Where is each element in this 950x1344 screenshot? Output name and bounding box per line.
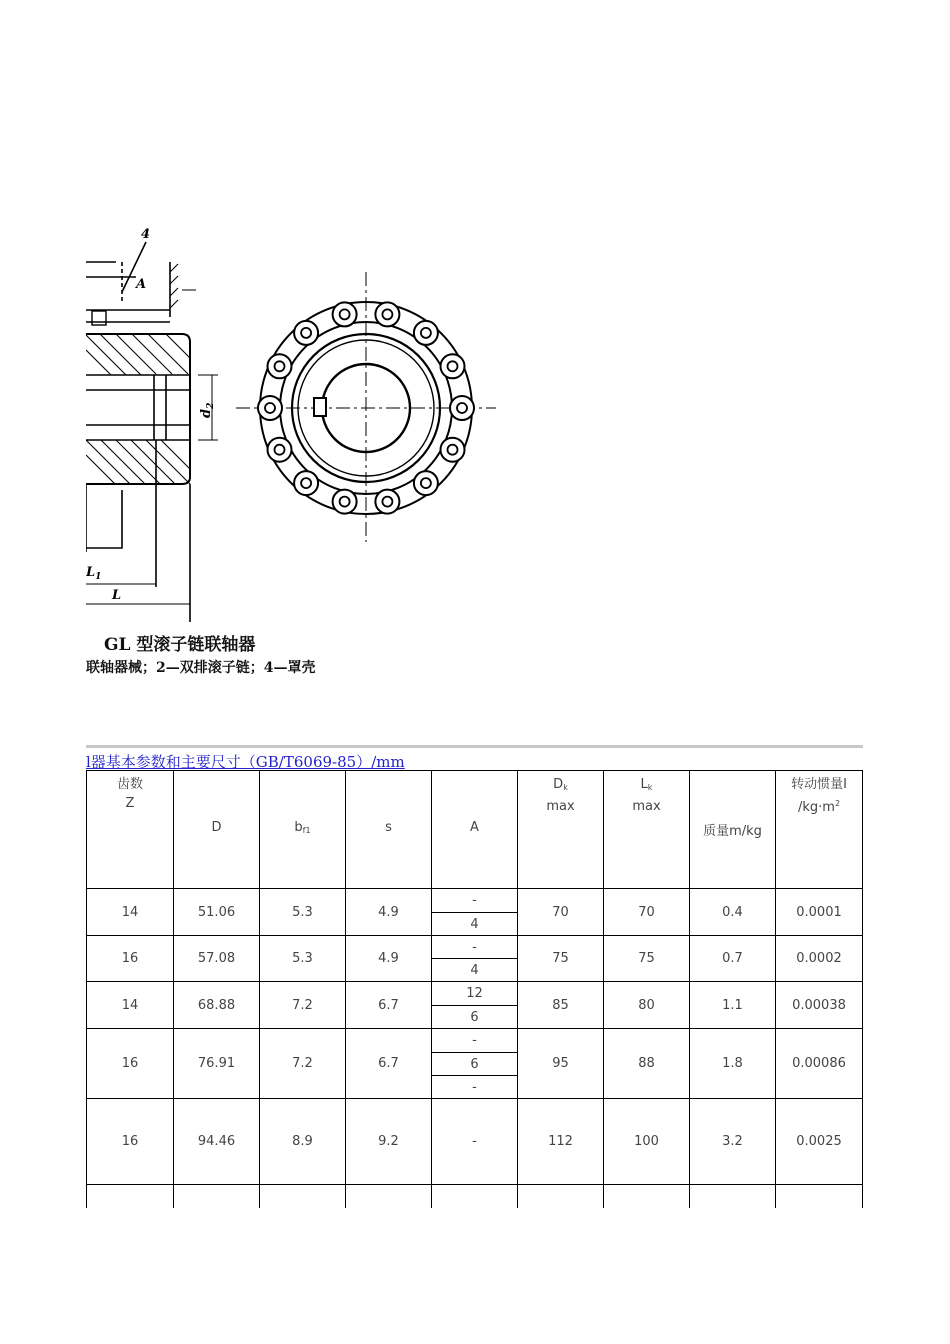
chain-roller	[441, 438, 465, 462]
header-inertia: 转动惯量I $/kg\cdot m^2$	[776, 771, 863, 889]
table-cell: 16	[87, 1099, 174, 1185]
table-cell: 6	[432, 1006, 518, 1029]
separator	[86, 745, 863, 748]
chain-roller	[414, 471, 438, 495]
header-teeth: 齿数 Z	[87, 771, 174, 889]
table-cell: -	[432, 889, 518, 913]
table-cell-empty	[690, 1185, 776, 1208]
chain-roller	[414, 321, 438, 345]
chain-roller	[375, 302, 399, 326]
table-cell-empty	[518, 1185, 604, 1208]
table-cell: -	[432, 936, 518, 959]
table-cell: 51.06	[174, 889, 260, 936]
table-cell: 0.0001	[776, 889, 863, 936]
table-cell: 4.9	[346, 936, 432, 982]
header-s: s	[346, 771, 432, 889]
table-cell-empty	[776, 1185, 863, 1208]
table-cell: 75	[604, 936, 690, 982]
table-cell: 6.7	[346, 1029, 432, 1099]
header-d: D	[174, 771, 260, 889]
table-cell: 14	[87, 982, 174, 1029]
table-cell: 70	[518, 889, 604, 936]
table-cell: 5.3	[260, 889, 346, 936]
parameter-table	[86, 770, 863, 1208]
coupling-drawing	[86, 222, 496, 622]
table-cell: 75	[518, 936, 604, 982]
table-cell: 3.2	[690, 1099, 776, 1185]
header-a: A	[432, 771, 518, 889]
chain-roller	[375, 490, 399, 514]
table-cell: 1.8	[690, 1029, 776, 1099]
table-cell-empty	[346, 1185, 432, 1208]
table-cell: 0.7	[690, 936, 776, 982]
table-cell: 6	[432, 1053, 518, 1076]
chain-roller	[333, 302, 357, 326]
chain-roller	[294, 471, 318, 495]
header-dk: $D_k$ max	[518, 771, 604, 889]
table-cell: 9.2	[346, 1099, 432, 1185]
table-cell: -	[432, 1076, 518, 1099]
figure-caption: GL 型滚子链联轴器	[104, 635, 256, 655]
table-cell: 16	[87, 936, 174, 982]
table-cell: 5.3	[260, 936, 346, 982]
table-cell: 85	[518, 982, 604, 1029]
label-a: A	[136, 277, 147, 292]
table-cell: 0.00086	[776, 1029, 863, 1099]
table-cell-empty	[174, 1185, 260, 1208]
table-cell: 0.4	[690, 889, 776, 936]
chain-roller	[268, 354, 292, 378]
callout-label: 4	[141, 227, 151, 242]
table-cell-empty	[432, 1185, 518, 1208]
table-cell: 8.9	[260, 1099, 346, 1185]
table-cell: 100	[604, 1099, 690, 1185]
table-cell: 68.88	[174, 982, 260, 1029]
label-l1: $L_1$	[86, 565, 102, 582]
label-d2: $d_2$	[199, 402, 216, 418]
table-cell: 88	[604, 1029, 690, 1099]
table-cell: 95	[518, 1029, 604, 1099]
table-cell: 76.91	[174, 1029, 260, 1099]
table-cell: 4	[432, 913, 518, 936]
table-cell: 1.1	[690, 982, 776, 1029]
header-mass: 质量m/kg	[690, 771, 776, 889]
table-cell: -	[432, 1029, 518, 1053]
table-cell: 4	[432, 959, 518, 982]
chain-roller	[258, 396, 282, 420]
chain-roller	[268, 438, 292, 462]
header-bf1: $b_{f1}$	[260, 771, 346, 889]
table-cell: 80	[604, 982, 690, 1029]
chain-roller	[450, 396, 474, 420]
chain-roller	[333, 490, 357, 514]
table-cell: 0.00038	[776, 982, 863, 1029]
table-cell: 7.2	[260, 982, 346, 1029]
table-cell: -	[432, 1099, 518, 1185]
chain-roller	[294, 321, 318, 345]
table-cell: 7.2	[260, 1029, 346, 1099]
table-cell: 14	[87, 889, 174, 936]
label-l: L	[112, 588, 122, 603]
chain-roller	[441, 354, 465, 378]
table-cell: 6.7	[346, 982, 432, 1029]
table-cell: 0.0002	[776, 936, 863, 982]
table-title-link[interactable]: l器基本参数和主要尺寸（GB/T6069-85）/mm	[86, 753, 405, 771]
header-lk: $L_k$ max	[604, 771, 690, 889]
table-cell-empty	[87, 1185, 174, 1208]
table-cell: 70	[604, 889, 690, 936]
table-cell-empty	[604, 1185, 690, 1208]
table-cell: 16	[87, 1029, 174, 1099]
table-cell: 112	[518, 1099, 604, 1185]
table-cell-empty	[260, 1185, 346, 1208]
table-cell: 94.46	[174, 1099, 260, 1185]
table-cell: 57.08	[174, 936, 260, 982]
table-cell: 0.0025	[776, 1099, 863, 1185]
figure-legend: 联轴器械；2—双排滚子链；4—罩壳	[86, 660, 316, 676]
table-cell: 4.9	[346, 889, 432, 936]
table-cell: 12	[432, 982, 518, 1006]
